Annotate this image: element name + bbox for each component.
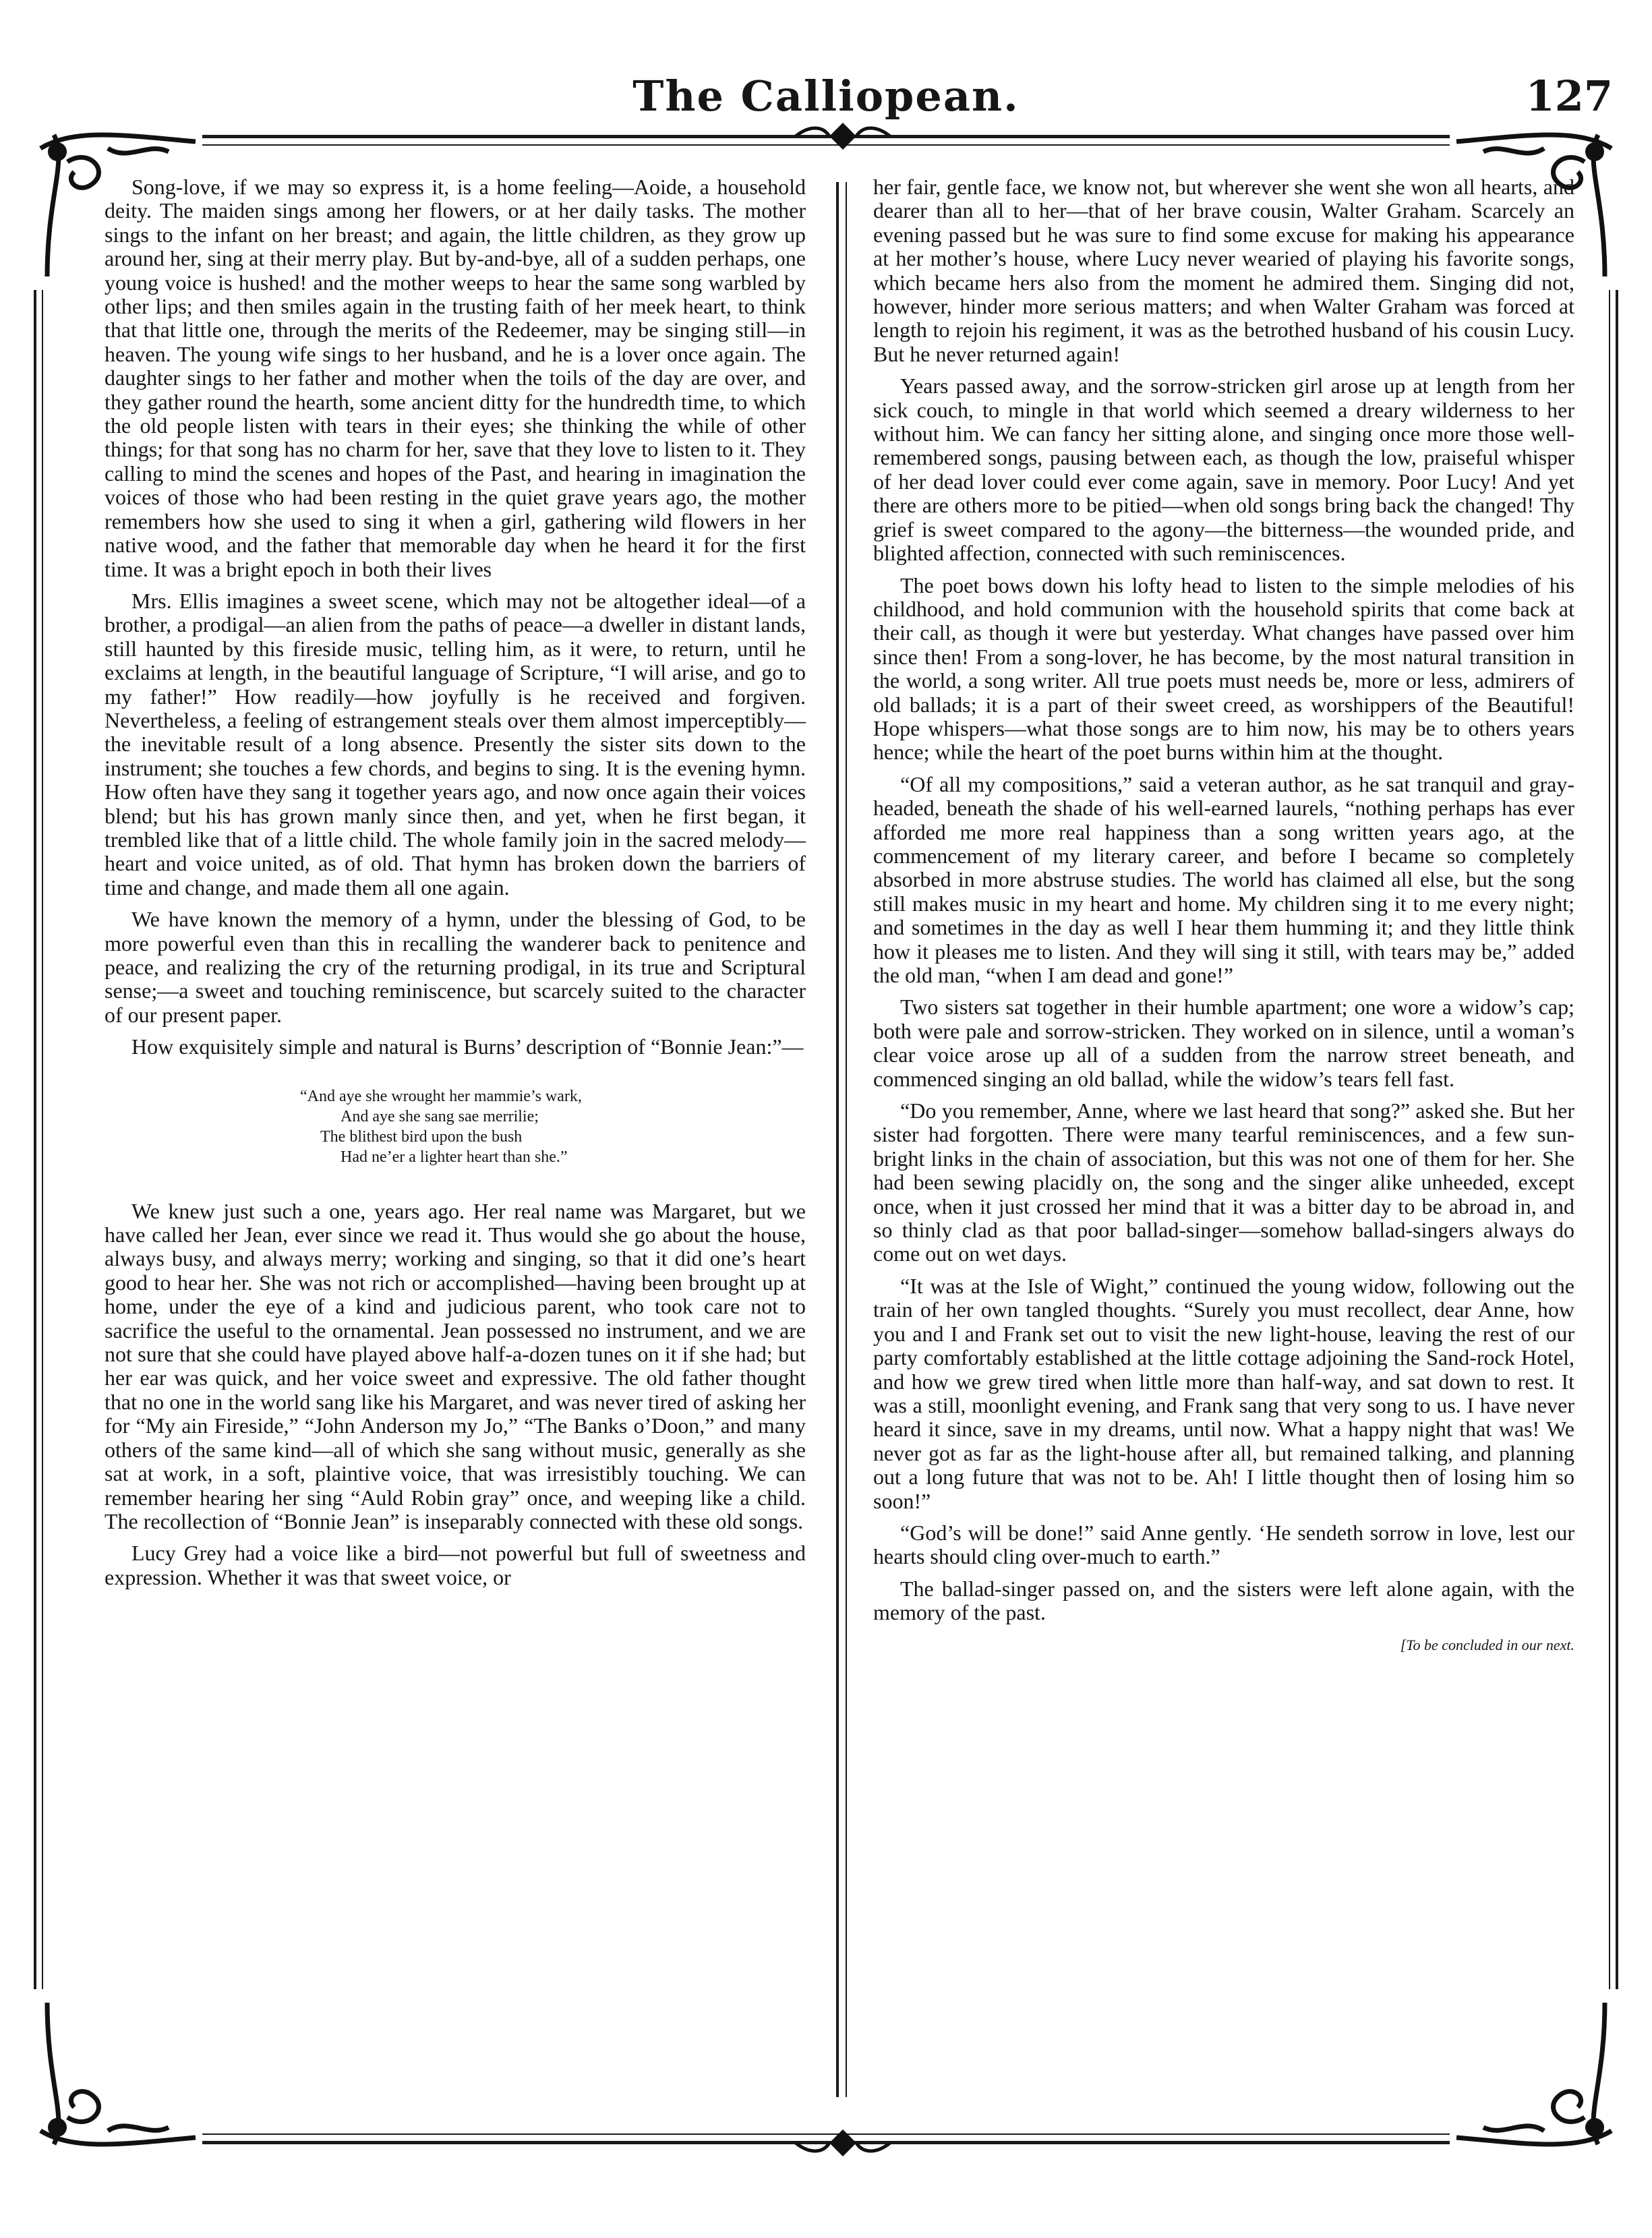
journal-title: The Calliopean. — [632, 71, 1020, 121]
paragraph: We knew just such a one, years ago. Her real name was Margaret, but we have called her Jean, ever since we read it. Thus would she go about the house, always busy, and always merry; working and singing, so that it did one’s heart good to hear her. She was not rich or accomplished—having been brought up at home, under the eye of a kind and judicious parent, who took care not to sacrifice the useful to the ornamental. Jean possessed no instrument, and we are not sure that she could have played above half-a-dozen tunes on it if she had; but her ear was quick, and her voice sweet and expressive. The old father thought that no one in the world sang like his Margaret, and was never tired of asking her for “My ain Fireside,” “John Anderson my Jo,” “The Banks o’Doon,” and many others of the same kind—all of which she sang without music, generally as she sat at work, in a soft, plaintive voice, that was irresistibly touching. We can remember hearing her sing “Auld Robin gray” once, and weeping like a child. The recollection of “Bonnie Jean” is inseparably connected with these old songs. — [105, 1198, 806, 1533]
poem-line: The blithest bird upon the bush — [320, 1127, 523, 1146]
poem-line: “And aye she wrought her mammie’s wark, — [300, 1087, 582, 1105]
paragraph: “God’s will be done!” said Anne gently. ‘He sendeth sorrow in love, lest our hearts should cling over-much to earth.” — [873, 1520, 1574, 1569]
paragraph: Song-love, if we may so express it, is a home feeling—Aoide, a household deity. The maiden sings among her flowers, or at her daily tasks. The mother sings to the infant on her breast; and again, the little children, as they grow up around her, sing at their merry play. But by-and-bye, all of a sudden perhaps, one young voice is hushed! and the mother weeps to hear the same song warbled by other lips; and then smiles again in the trusting faith of her meek heart, to think that that little one, through the merits of the Redeemer, may be singing still—in heaven. The young wife sings to her husband, and he is a lover once again. The daughter sings to her father and mother when the toils of the day are over, and they gather round the hearth, some ancient ditty for the hundredth time, to which the old people listen with tears in their eyes; she thinking the while of other things; for that song has no charm for her, save that they love to listen to it. They calling to mind the scenes and hopes of the Past, and hearing in imagination the voices of those who had been resting in the quiet grave years ago, the mother remembers how she used to sing it when a girl, gathering wild flowers in her native wood, and the father that memorable day when he heard it for the first time. It was a bright epoch in both their lives — [105, 175, 806, 581]
paragraph: The ballad-singer passed on, and the sisters were left alone again, with the memory of the past. — [873, 1576, 1574, 1625]
left-rule — [34, 290, 36, 1989]
corner-scroll-ornament-icon — [27, 1996, 202, 2158]
ornamental-frame — [34, 135, 1618, 2144]
corner-scroll-ornament-icon — [1450, 1996, 1625, 2158]
paragraph: Years passed away, and the sorrow-stricken girl arose up at length from her sick couch, to mingle in that world which seemed a dreary wilderness to her without him. We can fancy her sitting alone, and singing once more those well-remembered songs, pausing between each, as though the low, praiseful whisper of her dead lover could ever come again, save in memory. Poor Lucy! And yet there are others more to be pitied—when old songs bring back the changed! Thy grief is sweet compared to the agony—the bitterness—the wounded pride, and blighted affection, connected with such reminiscences. — [873, 374, 1574, 566]
left-column — [105, 175, 806, 1597]
paragraph: Lucy Grey had a voice like a bird—not powerful but full of sweetness and expression. Whether it was that sweet voice, or — [105, 1541, 806, 1589]
right-rule — [1616, 290, 1618, 1989]
paragraph: Two sisters sat together in their humble apartment; one wore a widow’s cap; both were pale and sorrow-stricken. They worked on in silence, until a woman’s clear voice arose up all of a sudden from the narrow street beneath, and commenced singing an old ballad, while the widow’s tears fell fast. — [873, 995, 1574, 1091]
left-rule-thin — [42, 290, 43, 1989]
paragraph: “Do you remember, Anne, where we last heard that song?” asked she. But her sister had forgotten. There were many tearful reminiscences, and a few sun-bright links in the chain of association, but this was not one of them for her. She had been sewing placidly on, the song and the singer alike unheeded, except once, when it just crossed her mind that it was a bitter day to be abroad in, and so thinly clad as that poor ballad-singer—somehow ballad-singers always do come out on wet days. — [873, 1098, 1574, 1266]
column-divider — [836, 182, 839, 2097]
column-divider-thin — [846, 182, 847, 2097]
paragraph: Mrs. Ellis imagines a sweet scene, which may not be altogether ideal—of a brother, a prodigal—an alien from the paths of peace—a dweller in distant lands, still haunted by this fireside music, telling him, as it were, to return, until he exclaims at length, in the beautiful language of Scripture, “I will arise, and go to my father!” How readily—how joyfully is he received and forgiven. Nevertheless, a feeling of estrangement steals over them almost imperceptibly—the inevitable result of a long absence. Presently the sister sits down to the instrument; she touches a few chords, and begins to sing. It is the evening hymn. How often have they sang it together years ago, and now once again their voices blend; but his has grown manly since then, and yet, when he first began, it trembled like that of a little child. The whole family join in the sacred melody—heart and voice united, as of old. That hymn has broken down the barriers of time and change, and made them all one again. — [105, 588, 806, 900]
page-number: 127 — [1525, 71, 1613, 121]
center-diamond-ornament-icon — [789, 120, 897, 152]
continued-note: [To be concluded in our next. — [1400, 1636, 1574, 1653]
poem-quotation — [300, 1086, 806, 1167]
paragraph: “It was at the Isle of Wight,” continued the young widow, following out the train of her own tangled thoughts. “Surely you must recollect, dear Anne, how you and I and Frank set out to visit the new light-house, leaving the rest of our party comfortably established at the little cottage adjoining the Sand-rock Hotel, and how we grew tired when little more than half-way, and sat down to rest. It was a still, moonlight evening, and Frank sang that very song to us. I have never heard it since, save in my dreams, until now. What a happy night that was! We never got as far as the light-house after all, but remained talking, and planning out a long future that was not to be. Ah! I little thought then of losing him so soon!” — [873, 1273, 1574, 1513]
paragraph: We have known the memory of a hymn, under the blessing of God, to be more powerful even than this in recalling the wanderer back to penitence and peace, and realizing the cry of the returning prodigal, in its true and Scriptural sense;—a sweet and touching reminiscence, but scarcely suited to the character of our present paper. — [105, 907, 806, 1027]
poem-line: And aye she sang sae merrilie; — [341, 1107, 539, 1125]
center-diamond-ornament-icon — [789, 2127, 897, 2159]
paragraph: “Of all my compositions,” said a veteran author, as he sat tranquil and gray-headed, beneath the shade of his well-earned laurels, “nothing perhaps has ever afforded me more real happiness than a song written years ago, at the commencement of my literary career, and before I became so completely absorbed in more abstruse studies. The world has claimed all else, but the song still makes music in my heart and home. My children sing it to me every night; and sometimes in the day as well I hear them humming it; and they little think how it pleases me to listen. And they will sing it still, with tears may be,” added the old man, “when I am dead and gone!” — [873, 771, 1574, 987]
right-rule-thin — [1609, 290, 1610, 1989]
poem-line: Had ne’er a lighter heart than she.” — [341, 1148, 568, 1166]
right-column — [873, 175, 1574, 1657]
paragraph: How exquisitely simple and natural is Burns’ description of “Bonnie Jean:”— — [131, 1034, 804, 1059]
paragraph: The poet bows down his lofty head to listen to the simple melodies of his childhood, and hold communion with the household spirits that come back at their call, as though it were but yesterday. What changes have passed over him since then! From a song-lover, he has become, by the most natural transition in the world, a song writer. All true poets must needs be, more or less, admirers of old ballads; it is a part of their sweet creed, as worshippers of the Beautiful! Hope whispers—what those songs are to him now, his may be to others years hence; while the heart of the poet burns within him at the thought. — [873, 572, 1574, 765]
paragraph: her fair, gentle face, we know not, but wherever she went she won all hearts, and dearer than all to her—that of her brave cousin, Walter Graham. Scarcely an evening passed but he was sure to find some excuse for making his appearance at her mother’s house, where Lucy never wearied of playing his favorite songs, which became hers also from the moment he admired them. Singing did not, however, hinder more serious matters; and when Walter Graham was forced at length to rejoin his regiment, it was as the betrothed husband of his cousin Lucy. But he never returned again! — [873, 175, 1574, 366]
